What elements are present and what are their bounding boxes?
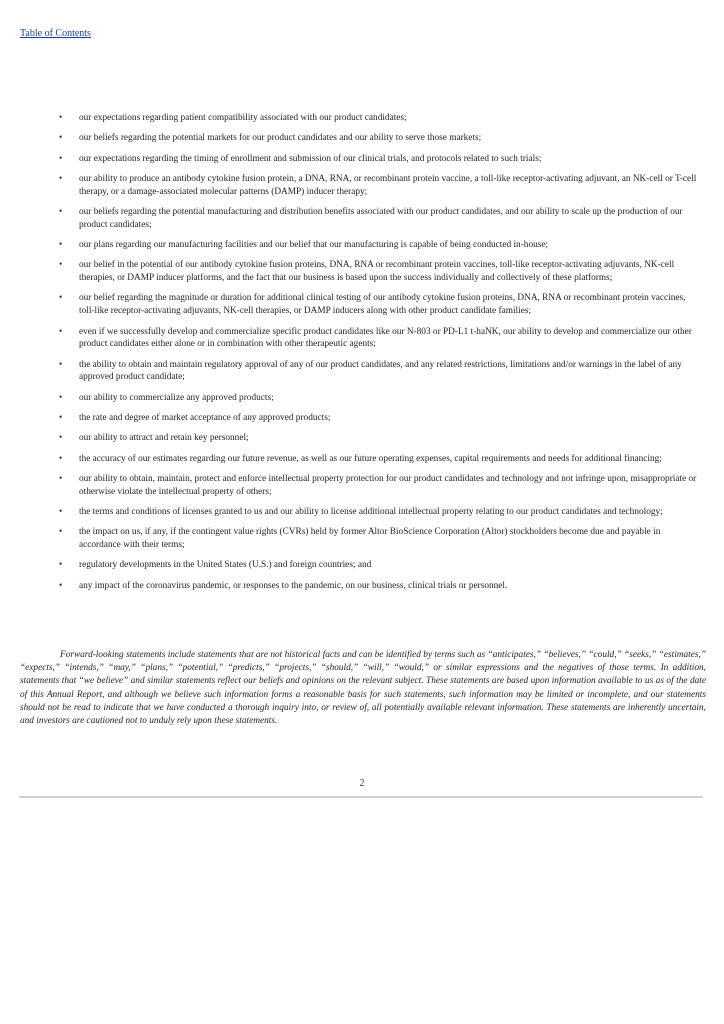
list-item xyxy=(56,580,700,593)
bullet-icon: • xyxy=(59,413,63,424)
list-item xyxy=(56,112,700,125)
bullet-icon: • xyxy=(59,359,63,370)
bullet-icon: • xyxy=(59,260,63,271)
list-item-text: our ability to obtain, maintain, protect and enforce intellectual property protection for our product candidates and technology and not infringe upon, misappropriate or otherwise violate the intellectual property of others; xyxy=(79,473,697,497)
list-item-text: our ability to commercialize any approved products; xyxy=(79,392,274,403)
bullet-icon: • xyxy=(59,153,63,164)
list-item xyxy=(56,506,700,519)
bullet-icon: • xyxy=(59,580,63,591)
list-item-text: our expectations regarding the timing of enrollment and submission of our clinical trials, and protocols related to such trials; xyxy=(79,153,542,164)
list-item xyxy=(56,526,700,552)
list-item xyxy=(56,206,700,232)
list-item-text: the impact on us, if any, if the contingent value rights (CVRs) held by former Altor BioScience Corporation (Altor) stockholders become due and payable in accordance with their terms; xyxy=(79,527,661,551)
list-item-text: the rate and degree of market acceptance of any approved products; xyxy=(79,413,331,424)
list-item-text: our expectations regarding patient compatibility associated with our product candidates; xyxy=(79,113,407,123)
bullet-icon: • xyxy=(59,326,63,337)
list-item xyxy=(56,559,700,572)
list-item-text: our beliefs regarding the potential manufacturing and distribution benefits associated with our product candidates, and our ability to scale up the production of our product candidates; xyxy=(79,206,683,230)
bullet-icon: • xyxy=(59,560,63,571)
bullet-icon: • xyxy=(59,173,63,184)
bullet-icon: • xyxy=(59,473,63,484)
list-item-text: our ability to produce an antibody cytokine fusion protein, a DNA, RNA, or recombinant protein vaccine, a toll-like receptor-activating adjuvant, an NK-cell or T-cell therapy, or a damage-associated molecular patterns (DAMP) inducer therapy; xyxy=(79,173,697,197)
bullet-icon: • xyxy=(59,392,63,403)
list-item xyxy=(56,292,700,318)
list-item xyxy=(56,239,700,252)
bullet-icon: • xyxy=(59,206,63,217)
list-item-text: our belief in the potential of our antibody cytokine fusion proteins, DNA, RNA or recombinant protein vaccines, toll-like receptor-activating adjuvants, NK-cell therapies, or DAMP inducer platforms, and the fact that our business is based upon the success individually and collectively of these platforms; xyxy=(79,260,675,284)
list-item xyxy=(56,453,700,466)
list-item-text: even if we successfully develop and commercialize specific product candidates like our N-803 or PD-L1 t-haNK, our ability to develop and commercialize our other product candidates either alone or in combination with other therapeutic agents; xyxy=(79,326,692,350)
list-item xyxy=(56,173,700,199)
bullet-icon: • xyxy=(59,293,63,304)
bullet-icon: • xyxy=(59,240,63,251)
list-item xyxy=(56,259,700,285)
list-item-text: the terms and conditions of licenses granted to us and our ability to license additional intellectual property relating to our product candidates and technology; xyxy=(79,507,663,518)
forward-looking-bullet-list xyxy=(56,112,700,600)
list-item xyxy=(56,432,700,445)
list-item-text: our ability to attract and retain key personnel; xyxy=(79,433,249,444)
list-item-text: our belief regarding the magnitude or duration for additional clinical testing of our antibody cytokine fusion proteins, DNA, RNA or recombinant protein vaccines, toll-like receptor-activating adjuvants, NK-cell therapies, or DAMP inducers along with other product candidate families; xyxy=(79,293,686,317)
list-item-text: our plans regarding our manufacturing facilities and our belief that our manufacturing is capable of being conducted in-house; xyxy=(79,240,549,251)
forward-looking-statements-paragraph: Forward-looking statements include statements that are not historical facts and can be identified by terms such as “anticipates,” “believes,” “could,” “seeks,” “estimates,” “expects,” “intends,” “may,” “plans,” “potential,” “predicts,” “projects,” “should,” “will,” “would,” or similar expressions and the negatives of those terms. In addition, statements that “we believe” and similar statements reflect our beliefs and opinions on the relevant subject. These statements are based upon information available to us as of the date of this Annual Report, and although we believe such information forms a reasonable basis for such statements, such information may be limited or incomplete, and our statements should not be read to indicate that we have conducted a thorough inquiry into, or review of, all potentially available relevant information. These statements are inherently uncertain, and investors are cautioned not to unduly rely upon these statements. xyxy=(20,650,706,727)
list-item xyxy=(56,392,700,405)
list-item-text: regulatory developments in the United States (U.S.) and foreign countries; and xyxy=(79,560,372,571)
list-item xyxy=(56,132,700,145)
list-item xyxy=(56,326,700,352)
list-item-text: the ability to obtain and maintain regulatory approval of any of our product candidates, and any related restrictions, limitations and/or warnings in the label of any approved product candidate; xyxy=(79,359,682,383)
list-item xyxy=(56,359,700,385)
list-item xyxy=(56,473,700,499)
bullet-icon: • xyxy=(59,507,63,518)
bullet-icon: • xyxy=(59,453,63,464)
page-number: 2 xyxy=(359,778,365,789)
bullet-icon: • xyxy=(59,113,63,123)
bullet-icon: • xyxy=(59,133,63,144)
list-item xyxy=(56,412,700,425)
table-of-contents-link[interactable]: Table of Contents xyxy=(20,28,91,39)
bullet-icon: • xyxy=(59,433,63,444)
page-divider xyxy=(19,796,703,798)
list-item-text: the accuracy of our estimates regarding our future revenue, as well as our future operating expenses, capital requirements and needs for additional financing; xyxy=(79,453,662,464)
list-item xyxy=(56,153,700,166)
list-item-text: any impact of the coronavirus pandemic, or responses to the pandemic, on our business, clinical trials or personnel. xyxy=(79,580,508,591)
list-item-text: our beliefs regarding the potential markets for our product candidates and our ability to serve those markets; xyxy=(79,133,482,144)
bullet-icon: • xyxy=(59,527,63,538)
